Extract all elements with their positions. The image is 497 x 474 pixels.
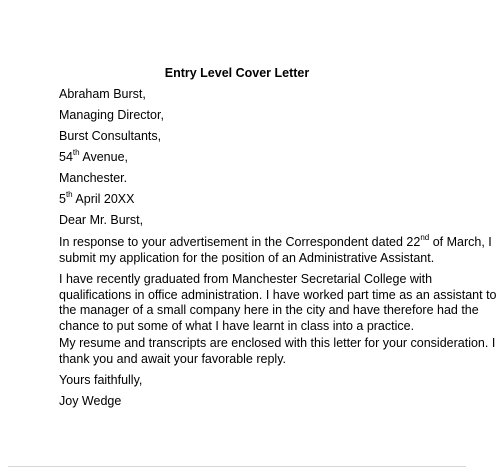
recipient-name: Abraham Burst, (59, 87, 146, 101)
address-street: Avenue, (79, 150, 129, 164)
paragraph-1-line-1 (59, 232, 492, 251)
paragraph-2 (59, 272, 497, 334)
date-day: 5 (59, 192, 66, 206)
address-number-suffix: th (72, 147, 80, 157)
paragraph-2-line-1: I have recently graduated from Manchester Secretarial College with (59, 272, 433, 286)
paragraph-1-line-2: submit my application for the position of an Administrative Assistant. (59, 250, 435, 265)
paragraph-3 (59, 336, 496, 367)
letter-title: Entry Level Cover Letter (164, 66, 310, 80)
paragraph-3-line-1: My resume and transcripts are enclosed with this letter for your consideration. I (59, 336, 496, 350)
paragraph-2-line-4: chance to put some of what I have learnt in class into a practice. (59, 318, 415, 333)
p1-line1-before: In response to your advertisement in the Correspondent dated 22 (59, 235, 421, 249)
city-line: Manchester. (59, 171, 128, 185)
signature-name: Joy Wedge (59, 394, 122, 408)
recipient-title: Managing Director, (59, 108, 164, 122)
paragraph-1 (59, 232, 492, 266)
date-rest: April 20XX (72, 192, 135, 206)
address-number: 54 (59, 150, 73, 164)
salutation: Dear Mr. Burst, (59, 213, 144, 227)
page-bottom-divider (8, 466, 466, 467)
paragraph-3-line-2: thank you and await your favorable reply. (59, 351, 286, 366)
paragraph-2-line-3: the manager of a small company here in the city and have therefore had the (59, 303, 479, 317)
p1-line1-suffix: nd (420, 232, 430, 242)
paragraph-2-line-2: qualifications in office administration. I have worked part time as an assistant to (59, 287, 497, 302)
address-line (59, 147, 129, 165)
date-suffix: th (65, 189, 73, 199)
date-line (59, 189, 135, 207)
closing: Yours faithfully, (59, 373, 143, 387)
p1-line1-after: of March, I (429, 235, 492, 249)
company-name: Burst Consultants, (59, 129, 162, 143)
